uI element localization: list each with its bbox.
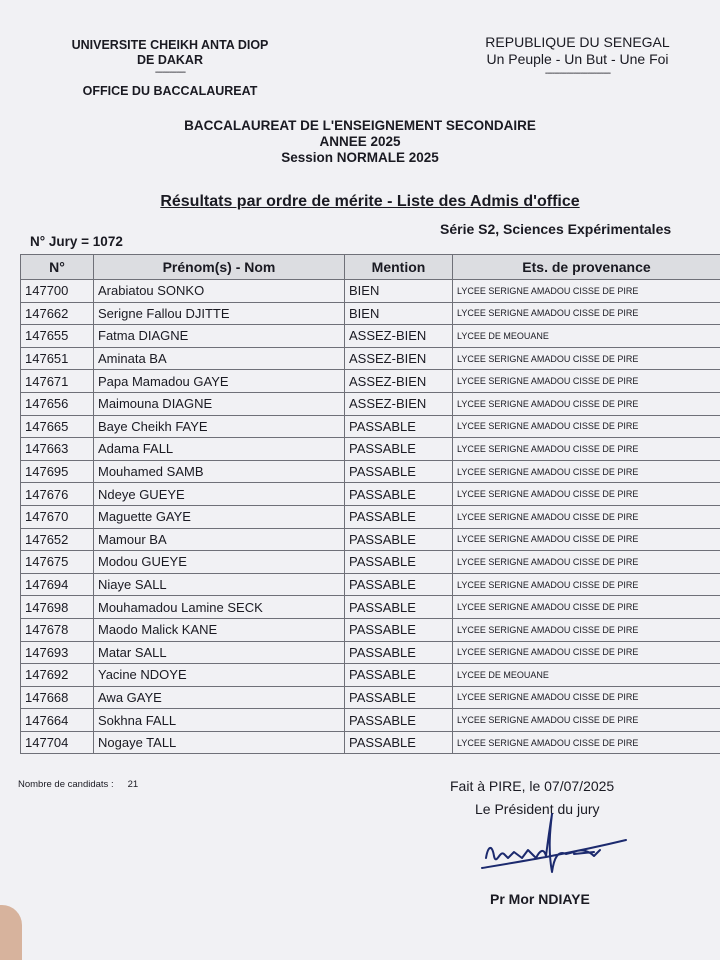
cell-mention: PASSABLE xyxy=(345,664,453,687)
table-row xyxy=(21,551,720,574)
cell-name: Maimouna DIAGNE xyxy=(94,392,345,415)
cell-number: 147656 xyxy=(21,392,94,415)
cell-name: Ndeye GUEYE xyxy=(94,483,345,506)
table-row xyxy=(21,415,720,438)
cell-number: 147668 xyxy=(21,686,94,709)
table-header-row xyxy=(21,255,720,280)
cell-school: LYCEE SERIGNE AMADOU CISSE DE PIRE xyxy=(453,573,720,596)
jury-number: N° Jury = 1072 xyxy=(30,234,123,249)
cell-mention: PASSABLE xyxy=(345,686,453,709)
results-table xyxy=(20,254,720,754)
cell-number: 147651 xyxy=(21,347,94,370)
table-row xyxy=(21,505,720,528)
cell-school: LYCEE SERIGNE AMADOU CISSE DE PIRE xyxy=(453,551,720,574)
table-row xyxy=(21,483,720,506)
results-title: Résultats par ordre de mérite - Liste des Admis d'office xyxy=(160,193,580,210)
cell-name: Maguette GAYE xyxy=(94,505,345,528)
cell-school: LYCEE SERIGNE AMADOU CISSE DE PIRE xyxy=(453,731,720,754)
cell-mention: PASSABLE xyxy=(345,528,453,551)
country-name: REPUBLIQUE DU SENEGAL xyxy=(485,34,670,50)
cell-school: LYCEE SERIGNE AMADOU CISSE DE PIRE xyxy=(453,483,720,506)
table-row xyxy=(21,460,720,483)
signer-name: Pr Mor NDIAYE xyxy=(490,891,590,907)
cell-mention: ASSEZ-BIEN xyxy=(345,370,453,393)
header-separator-right: ---------------------------- xyxy=(544,68,611,79)
column-header-number: N° xyxy=(21,255,94,280)
table-row xyxy=(21,709,720,732)
cell-mention: PASSABLE xyxy=(345,460,453,483)
cell-name: Papa Mamadou GAYE xyxy=(94,370,345,393)
cell-name: Mamour BA xyxy=(94,528,345,551)
cell-school: LYCEE SERIGNE AMADOU CISSE DE PIRE xyxy=(453,370,720,393)
cell-number: 147663 xyxy=(21,438,94,461)
cell-mention: PASSABLE xyxy=(345,731,453,754)
cell-mention: PASSABLE xyxy=(345,641,453,664)
cell-number: 147670 xyxy=(21,505,94,528)
exam-heading xyxy=(140,118,580,166)
candidate-count xyxy=(18,779,138,790)
cell-number: 147676 xyxy=(21,483,94,506)
cell-school: LYCEE SERIGNE AMADOU CISSE DE PIRE xyxy=(453,392,720,415)
cell-number: 147704 xyxy=(21,731,94,754)
cell-name: Yacine NDOYE xyxy=(94,664,345,687)
table-row xyxy=(21,664,720,687)
cell-number: 147655 xyxy=(21,325,94,348)
candidate-count-value: 21 xyxy=(127,779,139,790)
cell-mention: PASSABLE xyxy=(345,573,453,596)
cell-name: Adama FALL xyxy=(94,438,345,461)
cell-school: LYCEE SERIGNE AMADOU CISSE DE PIRE xyxy=(453,415,720,438)
cell-school: LYCEE SERIGNE AMADOU CISSE DE PIRE xyxy=(453,438,720,461)
cell-mention: PASSABLE xyxy=(345,483,453,506)
table-row xyxy=(21,302,720,325)
cell-name: Aminata BA xyxy=(94,347,345,370)
place-date: Fait à PIRE, le 07/07/2025 xyxy=(450,778,615,794)
cell-number: 147678 xyxy=(21,618,94,641)
cell-mention: PASSABLE xyxy=(345,415,453,438)
cell-name: Fatma DIAGNE xyxy=(94,325,345,348)
table-row xyxy=(21,392,720,415)
cell-mention: PASSABLE xyxy=(345,618,453,641)
cell-mention: PASSABLE xyxy=(345,505,453,528)
column-header-school: Ets. de provenance xyxy=(453,255,720,280)
cell-number: 147664 xyxy=(21,709,94,732)
table-row xyxy=(21,280,720,303)
cell-school: LYCEE DE MEOUANE xyxy=(453,664,720,687)
university-header xyxy=(60,38,280,99)
cell-number: 147662 xyxy=(21,302,94,325)
cell-mention: ASSEZ-BIEN xyxy=(345,347,453,370)
cell-mention: ASSEZ-BIEN xyxy=(345,325,453,348)
cell-name: Sokhna FALL xyxy=(94,709,345,732)
cell-name: Niaye SALL xyxy=(94,573,345,596)
table-row xyxy=(21,370,720,393)
table-row xyxy=(21,528,720,551)
cell-mention: PASSABLE xyxy=(345,709,453,732)
serie-label: Série S2, Sciences Expérimentales xyxy=(440,221,672,237)
table-row xyxy=(21,641,720,664)
cell-number: 147693 xyxy=(21,641,94,664)
cell-school: LYCEE SERIGNE AMADOU CISSE DE PIRE xyxy=(453,505,720,528)
candidate-count-label: Nombre de candidats : xyxy=(18,779,114,790)
column-header-mention: Mention xyxy=(345,255,453,280)
table-row xyxy=(21,618,720,641)
cell-mention: ASSEZ-BIEN xyxy=(345,392,453,415)
cell-name: Awa GAYE xyxy=(94,686,345,709)
table-row xyxy=(21,731,720,754)
office-name: OFFICE DU BACCALAUREAT xyxy=(82,84,258,98)
cell-school: LYCEE SERIGNE AMADOU CISSE DE PIRE xyxy=(453,596,720,619)
thumb-edge xyxy=(0,905,22,960)
cell-number: 147700 xyxy=(21,280,94,303)
cell-school: LYCEE SERIGNE AMADOU CISSE DE PIRE xyxy=(453,460,720,483)
cell-school: LYCEE SERIGNE AMADOU CISSE DE PIRE xyxy=(453,347,720,370)
cell-mention: BIEN xyxy=(345,280,453,303)
cell-number: 147671 xyxy=(21,370,94,393)
cell-school: LYCEE SERIGNE AMADOU CISSE DE PIRE xyxy=(453,709,720,732)
table-row xyxy=(21,347,720,370)
signature xyxy=(478,810,628,890)
table-row xyxy=(21,686,720,709)
table-row xyxy=(21,596,720,619)
university-city: DE DAKAR xyxy=(137,53,203,67)
cell-name: Arabiatou SONKO xyxy=(94,280,345,303)
table-row xyxy=(21,438,720,461)
cell-school: LYCEE SERIGNE AMADOU CISSE DE PIRE xyxy=(453,302,720,325)
university-name: UNIVERSITE CHEIKH ANTA DIOP xyxy=(71,38,269,52)
cell-number: 147652 xyxy=(21,528,94,551)
cell-name: Serigne Fallou DJITTE xyxy=(94,302,345,325)
cell-school: LYCEE SERIGNE AMADOU CISSE DE PIRE xyxy=(453,618,720,641)
cell-mention: PASSABLE xyxy=(345,596,453,619)
cell-name: Modou GUEYE xyxy=(94,551,345,574)
cell-number: 147698 xyxy=(21,596,94,619)
cell-name: Mouhamed SAMB xyxy=(94,460,345,483)
table-row xyxy=(21,573,720,596)
cell-mention: PASSABLE xyxy=(345,551,453,574)
exam-title: BACCALAUREAT DE L'ENSEIGNEMENT SECONDAIRE xyxy=(184,118,536,133)
exam-year: ANNEE 2025 xyxy=(319,134,401,149)
cell-name: Baye Cheikh FAYE xyxy=(94,415,345,438)
cell-number: 147692 xyxy=(21,664,94,687)
header-separator-left: ------------- xyxy=(154,67,186,78)
cell-name: Maodo Malick KANE xyxy=(94,618,345,641)
cell-school: LYCEE DE MEOUANE xyxy=(453,325,720,348)
cell-school: LYCEE SERIGNE AMADOU CISSE DE PIRE xyxy=(453,686,720,709)
cell-mention: PASSABLE xyxy=(345,438,453,461)
cell-name: Matar SALL xyxy=(94,641,345,664)
cell-mention: BIEN xyxy=(345,302,453,325)
republic-header xyxy=(470,34,685,80)
president-label: Le Président du jury xyxy=(475,801,600,817)
cell-school: LYCEE SERIGNE AMADOU CISSE DE PIRE xyxy=(453,641,720,664)
cell-name: Nogaye TALL xyxy=(94,731,345,754)
cell-number: 147665 xyxy=(21,415,94,438)
cell-school: LYCEE SERIGNE AMADOU CISSE DE PIRE xyxy=(453,528,720,551)
cell-number: 147695 xyxy=(21,460,94,483)
cell-name: Mouhamadou Lamine SECK xyxy=(94,596,345,619)
table-row xyxy=(21,325,720,348)
cell-school: LYCEE SERIGNE AMADOU CISSE DE PIRE xyxy=(453,280,720,303)
cell-number: 147694 xyxy=(21,573,94,596)
national-motto: Un Peuple - Un But - Une Foi xyxy=(486,51,669,67)
exam-session: Session NORMALE 2025 xyxy=(281,150,439,165)
cell-number: 147675 xyxy=(21,551,94,574)
column-header-name: Prénom(s) - Nom xyxy=(94,255,345,280)
